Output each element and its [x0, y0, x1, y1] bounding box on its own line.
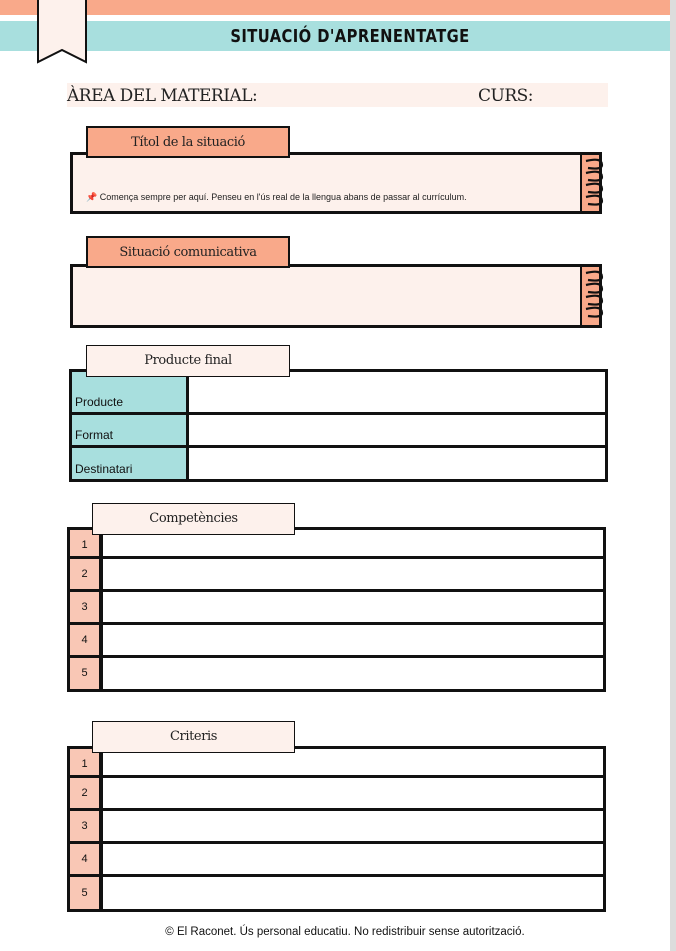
- titol-tab: Títol de la situació: [86, 126, 290, 158]
- criteris-tab: Criteris: [92, 721, 295, 753]
- competencia-cell[interactable]: [103, 625, 603, 655]
- criteri-cell[interactable]: [103, 778, 603, 808]
- bookmark-ribbon-icon: [37, 0, 87, 64]
- competencia-number: 4: [70, 625, 99, 655]
- situacio-box[interactable]: [70, 264, 602, 328]
- criteri-number: 5: [70, 877, 99, 909]
- competencia-number: 5: [70, 658, 99, 689]
- competencia-number: 3: [70, 592, 99, 622]
- producte-cell[interactable]: [189, 372, 605, 412]
- criteri-number: 2: [70, 778, 99, 808]
- competencia-cell[interactable]: [103, 658, 603, 689]
- criteri-cell[interactable]: [103, 811, 603, 841]
- format-row-label: Format: [72, 415, 186, 445]
- situacio-tab: Situació comunicativa: [86, 236, 290, 268]
- titol-box[interactable]: [70, 152, 602, 214]
- producte-tab: Producte final: [86, 345, 290, 377]
- spiral-rings-icon: [582, 155, 608, 211]
- spiral-rings-icon: [582, 267, 608, 325]
- competencies-tab: Competències: [92, 503, 295, 535]
- criteri-cell[interactable]: [103, 844, 603, 874]
- destinatari-row-label: Destinatari: [72, 448, 186, 479]
- page-edge: [670, 0, 676, 951]
- competencia-number: 2: [70, 559, 99, 589]
- producte-row-label: Producte: [72, 372, 186, 412]
- criteri-number: 3: [70, 811, 99, 841]
- area-label: ÀREA DEL MATERIAL:: [67, 86, 258, 106]
- competencia-cell[interactable]: [103, 559, 603, 589]
- destinatari-cell[interactable]: [189, 448, 605, 479]
- criteri-number: 4: [70, 844, 99, 874]
- competencia-number: 1: [70, 530, 99, 556]
- page-title: SITUACIÓ D'APRENENTATGE: [230, 26, 470, 47]
- top-salmon-band: [0, 0, 676, 15]
- titol-hint: 📌 Comença sempre per aquí. Penseu en l'ús real de la llengua abans de passar al currículum.: [86, 192, 467, 202]
- criteri-number: 1: [70, 749, 99, 775]
- format-cell[interactable]: [189, 415, 605, 445]
- curs-label: CURS:: [478, 86, 534, 106]
- footer-copyright: © El Raconet. Ús personal educatiu. No redistribuir sense autorització.: [165, 926, 525, 938]
- criteri-cell[interactable]: [103, 877, 603, 909]
- competencia-cell[interactable]: [103, 592, 603, 622]
